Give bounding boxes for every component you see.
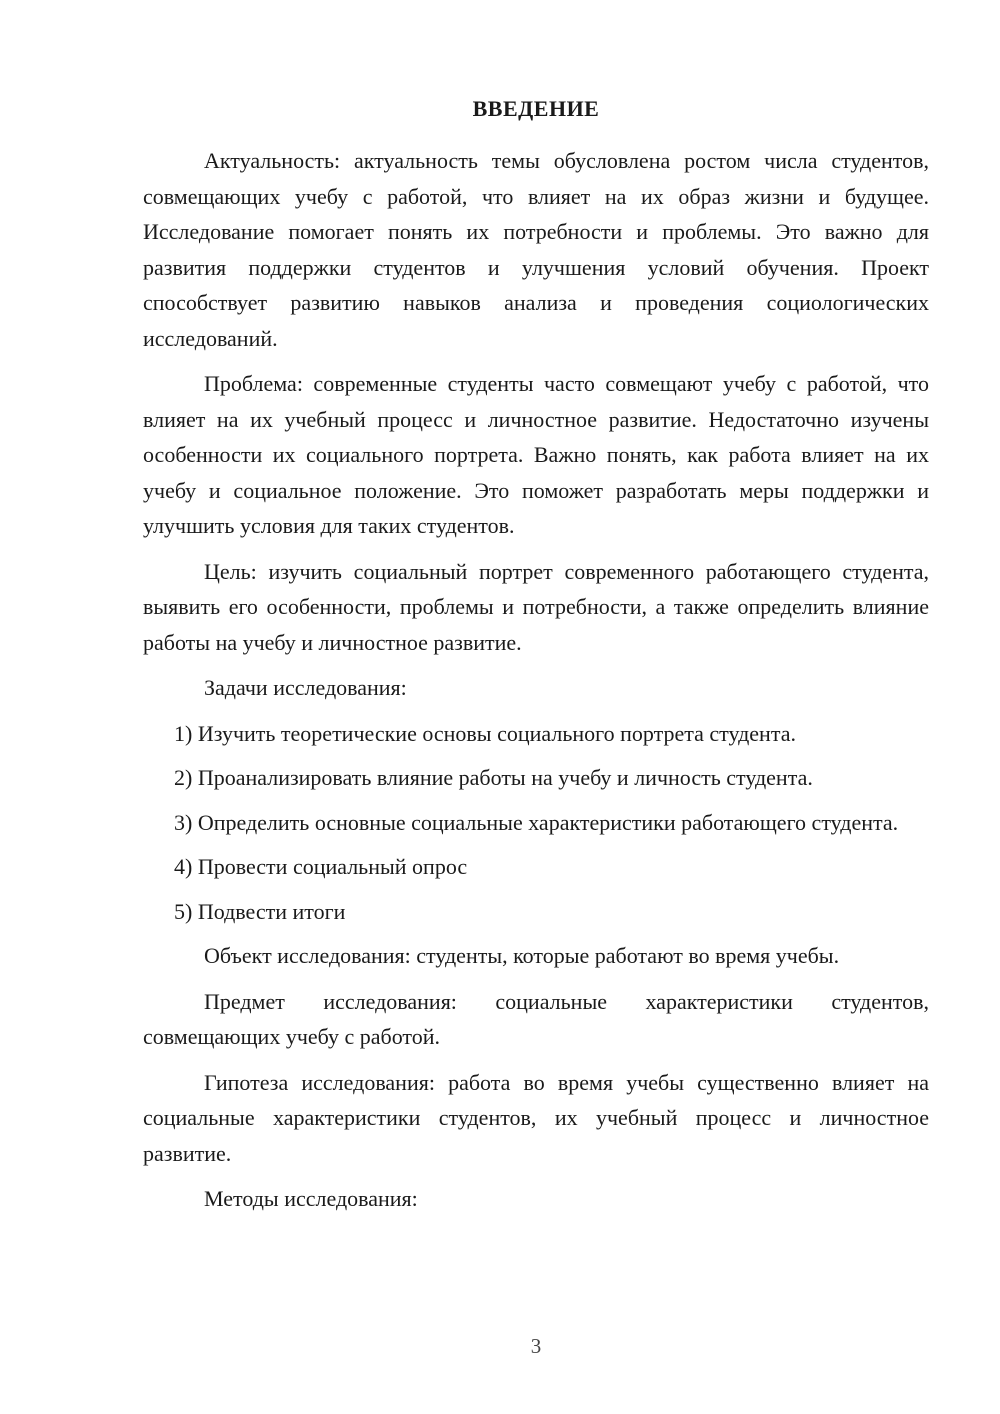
document-body [143, 143, 929, 1227]
page-number: 3 [530, 1334, 542, 1358]
task-item-1: 1) Изучить теоретические основы социального портрета студента. [174, 720, 796, 746]
goal-paragraph: Цель: изучить социальный портрет современного работающего студента, выявить его особенности, проблемы и потребности, а также определить влияние работы на учебу и личностное развитие. [143, 558, 929, 655]
subject-paragraph: Предмет исследования: социальные характеристики студентов, совмещающих учебу с работой. [143, 988, 929, 1049]
task-item-4: 4) Провести социальный опрос [174, 854, 468, 879]
methods-heading: Методы исследования: [204, 1186, 418, 1211]
task-item-2: 2) Проанализировать влияние работы на учебу и личность студента. [174, 765, 813, 790]
relevance-paragraph: Актуальность: актуальность темы обусловлена ростом числа студентов, совмещающих учебу с работой, что влияет на их образ жизни и будущее. Исследование помогает понять их потребности и проблемы. Это важно для развития поддержки студентов и улучшения условий обучения. Проект способствует развитию навыков анализа и проведения социологических исследований. [143, 148, 929, 351]
problem-paragraph: Проблема: современные студенты часто совмещают учебу с работой, что влияет на их учебный процесс и личностное развитие. Недостаточно изучены особенности их социального портрета. Важно понять, как работа влияет на их учебу и социальное положение. Это поможет разработать меры поддержки и улучшить условия для таких студентов. [143, 371, 929, 538]
page-title: ВВЕДЕНИЕ [472, 96, 600, 121]
tasks-heading: Задачи исследования: [204, 675, 407, 700]
object-paragraph: Объект исследования: студенты, которые работают во время учебы. [204, 943, 840, 968]
hypothesis-paragraph: Гипотеза исследования: работа во время учебы существенно влияет на социальные характеристики студентов, их учебный процесс и личностное развитие. [143, 1069, 929, 1166]
task-item-3: 3) Определить основные социальные характеристики работающего студента. [174, 809, 899, 835]
task-item-5: 5) Подвести итоги [174, 898, 346, 924]
